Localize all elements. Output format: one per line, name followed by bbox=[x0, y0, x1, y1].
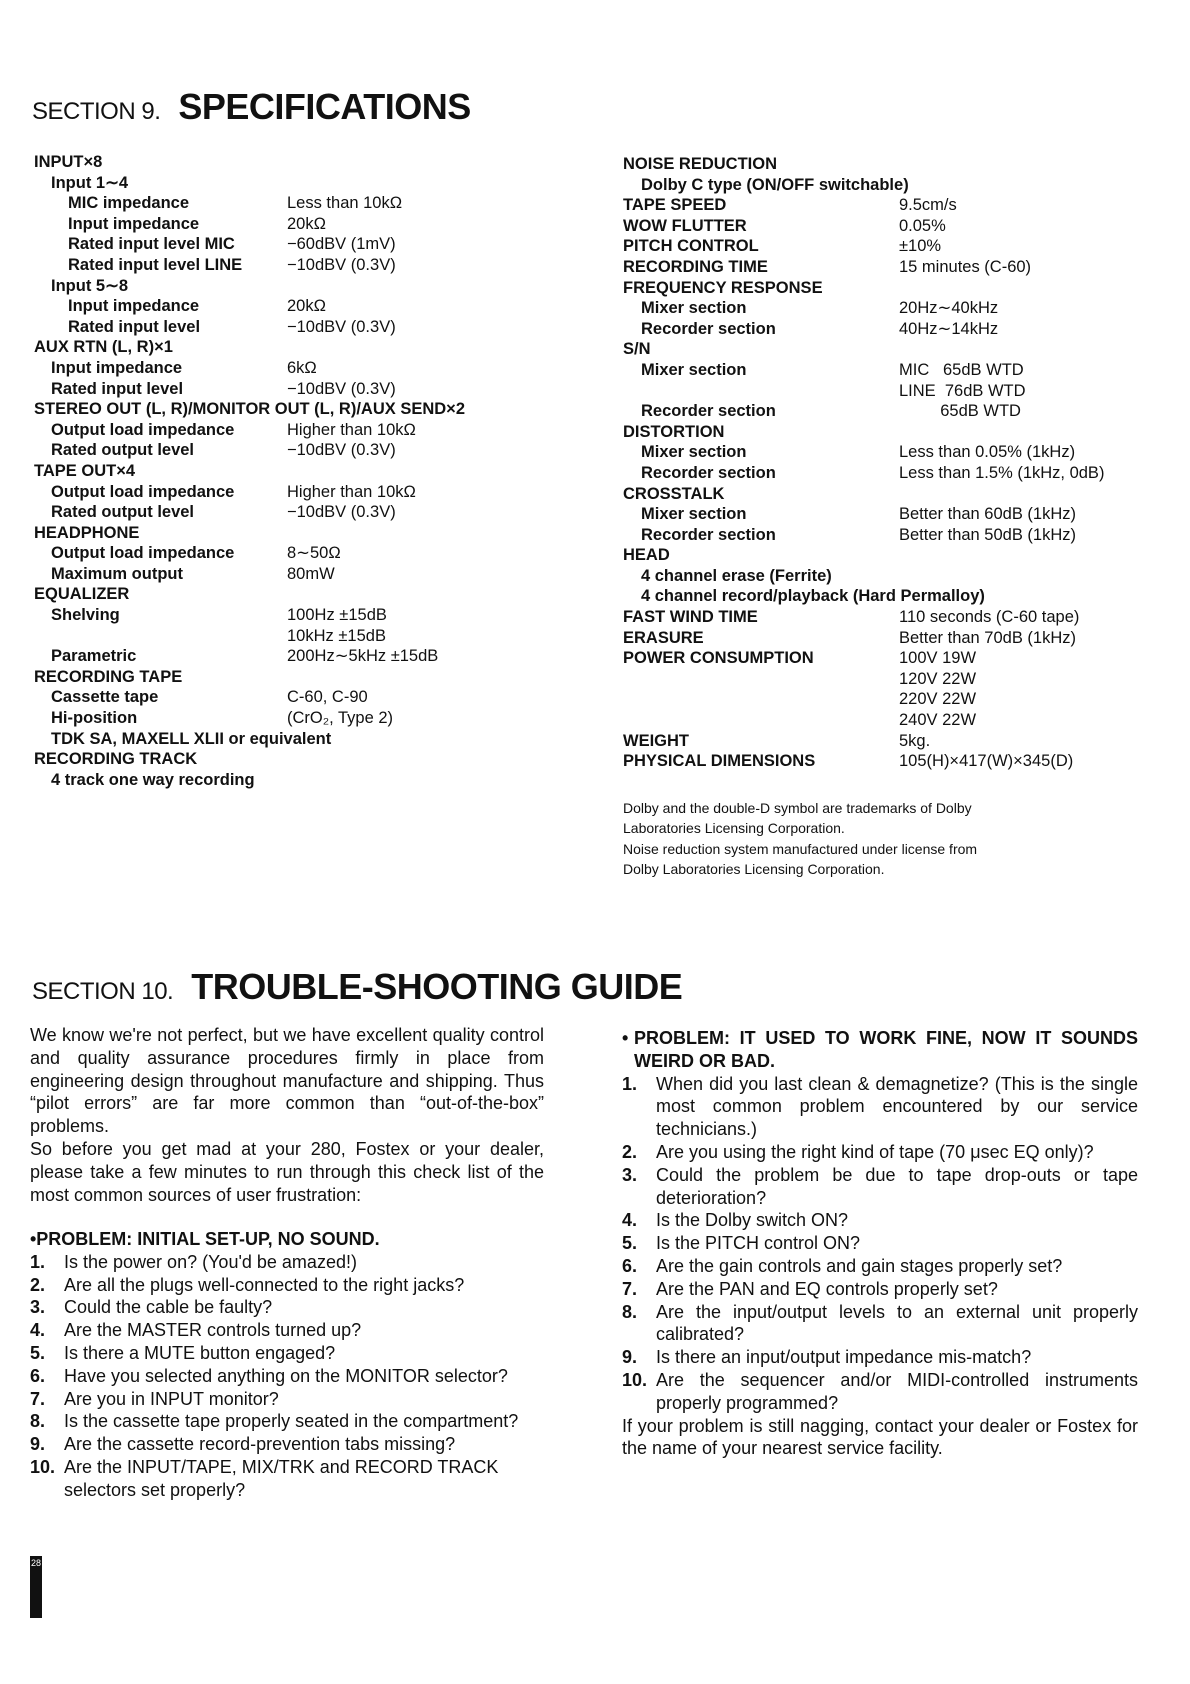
spec-value: Less than 0.05% (1kHz) bbox=[899, 443, 1076, 462]
item-number: 7. bbox=[622, 1278, 638, 1299]
item-text: Are you using the right kind of tape (70 μsec EQ only)? bbox=[656, 1141, 1094, 1162]
checklist-item bbox=[30, 1456, 546, 1502]
item-number: 10. bbox=[622, 1369, 648, 1390]
spec-label: Rated input level bbox=[68, 317, 201, 336]
checklist-item bbox=[30, 1274, 546, 1297]
spec-label: Output load impedance bbox=[51, 482, 235, 501]
spec-row bbox=[34, 605, 554, 626]
spec-value: 220V 22W bbox=[899, 690, 977, 709]
spec-row bbox=[34, 667, 554, 688]
spec-label: POWER CONSUMPTION bbox=[623, 649, 814, 668]
spec-label: STEREO OUT (L, R)/MONITOR OUT (L, R)/AUX SEND×2 bbox=[34, 400, 465, 419]
item-text: Is the cassette tape properly seated in the compartment? bbox=[64, 1411, 519, 1432]
note-line: Dolby Laboratories Licensing Corporation. bbox=[623, 860, 885, 877]
spec-value: 8∼50Ω bbox=[287, 544, 341, 563]
item-text: Is the power on? (You'd be amazed!) bbox=[64, 1251, 357, 1272]
spec-value: 9.5cm/s bbox=[899, 196, 957, 215]
spec-value: 105(H)×417(W)×345(D) bbox=[899, 752, 1074, 771]
spec-value: Better than 50dB (1kHz) bbox=[899, 525, 1077, 544]
spec-label: Mixer section bbox=[641, 443, 747, 462]
spec-value: ±10% bbox=[899, 237, 942, 256]
spec-row bbox=[34, 687, 554, 708]
spec-label: RECORDING TIME bbox=[623, 257, 768, 276]
spec-label: Input impedance bbox=[68, 297, 200, 316]
spec-value: 6kΩ bbox=[287, 358, 317, 377]
spec-value: 20kΩ bbox=[287, 297, 326, 316]
item-text: Is the Dolby switch ON? bbox=[656, 1210, 849, 1231]
spec-value: 20kΩ bbox=[287, 214, 326, 233]
spec-label: Rated output level bbox=[51, 441, 195, 460]
spec-value: −10dBV (0.3V) bbox=[287, 441, 396, 460]
item-number: 3. bbox=[622, 1164, 638, 1185]
checklist-item bbox=[30, 1251, 546, 1274]
checklist-item bbox=[622, 1141, 1138, 1164]
spec-row bbox=[623, 360, 1163, 381]
spec-row bbox=[623, 381, 1163, 402]
spec-label: 4 channel erase (Ferrite) bbox=[641, 566, 832, 585]
spec-row bbox=[34, 564, 554, 585]
intro-paragraph: So before you get mad at your 280, Fostex or your dealer, please take a few minutes to run through this check list of the most common sources of user frustration: bbox=[30, 1138, 544, 1205]
item-number: 6. bbox=[30, 1365, 46, 1386]
spec-label: S/N bbox=[623, 340, 651, 359]
spec-value: (CrO₂, Type 2) bbox=[287, 709, 394, 728]
spec-label: Rated output level bbox=[51, 503, 195, 522]
section-9-title: SPECIFICATIONS bbox=[178, 86, 471, 127]
spec-row bbox=[623, 566, 1163, 587]
spec-row bbox=[34, 276, 554, 297]
spec-value: −60dBV (1mV) bbox=[287, 235, 396, 254]
closing-note: If your problem is still nagging, contact your dealer or Fostex for the name of your nearest service facility. bbox=[622, 1415, 1138, 1459]
page-number: 28 bbox=[31, 1558, 42, 1568]
spec-row bbox=[34, 234, 554, 255]
spec-value: MIC 65dB WTD bbox=[899, 360, 1024, 379]
spec-label: TAPE OUT×4 bbox=[34, 461, 136, 480]
spec-label: 4 channel record/playback (Hard Permalloy) bbox=[641, 587, 985, 606]
spec-value: 100Hz ±15dB bbox=[287, 606, 387, 625]
checklist-item bbox=[30, 1319, 546, 1342]
spec-row bbox=[623, 689, 1163, 710]
spec-row bbox=[623, 545, 1163, 566]
spec-value: Less than 1.5% (1kHz, 0dB) bbox=[899, 463, 1105, 482]
spec-row bbox=[623, 607, 1163, 628]
spec-row bbox=[623, 628, 1163, 649]
intro-text bbox=[30, 1024, 544, 1206]
spec-value: 5kg. bbox=[899, 731, 931, 750]
spec-value: −10dBV (0.3V) bbox=[287, 255, 396, 274]
spec-row bbox=[623, 422, 1163, 443]
spec-value: 120V 22W bbox=[899, 669, 977, 688]
spec-row bbox=[34, 646, 554, 667]
specs-left-column bbox=[34, 152, 554, 790]
spec-row bbox=[34, 296, 554, 317]
spec-value: 200Hz∼5kHz ±15dB bbox=[287, 647, 439, 666]
checklist-item bbox=[30, 1296, 546, 1319]
spec-row bbox=[34, 626, 554, 647]
spec-label: Dolby C type (ON/OFF switchable) bbox=[641, 175, 909, 194]
spec-value: LINE 76dB WTD bbox=[899, 381, 1026, 400]
spec-value: 240V 22W bbox=[899, 711, 977, 730]
item-number: 9. bbox=[622, 1347, 638, 1368]
spec-row bbox=[34, 461, 554, 482]
spec-row bbox=[623, 195, 1163, 216]
spec-row bbox=[34, 482, 554, 503]
spec-label: Rated input level LINE bbox=[68, 255, 243, 274]
spec-label: HEADPHONE bbox=[34, 523, 140, 542]
problem-1-block bbox=[30, 1228, 546, 1502]
spec-label: HEAD bbox=[623, 546, 670, 565]
item-text: Are the cassette record-prevention tabs missing? bbox=[64, 1434, 456, 1455]
item-text: Are the PAN and EQ controls properly set? bbox=[656, 1278, 998, 1299]
item-number: 6. bbox=[622, 1255, 638, 1276]
checklist-item bbox=[30, 1433, 546, 1456]
spec-label: Mixer section bbox=[641, 505, 747, 524]
spec-row bbox=[623, 484, 1163, 505]
spec-value: 10kHz ±15dB bbox=[287, 626, 386, 645]
spec-value: 15 minutes (C-60) bbox=[899, 257, 1032, 276]
spec-label: Recorder section bbox=[641, 525, 776, 544]
spec-value: 0.05% bbox=[899, 216, 946, 235]
spec-row bbox=[623, 463, 1163, 484]
spec-row bbox=[623, 504, 1163, 525]
spec-row bbox=[623, 339, 1163, 360]
spec-value: Higher than 10kΩ bbox=[287, 482, 416, 501]
checklist-item bbox=[622, 1164, 1138, 1210]
spec-label: Input impedance bbox=[68, 214, 200, 233]
spec-value: −10dBV (0.3V) bbox=[287, 317, 396, 336]
item-number: 4. bbox=[30, 1320, 46, 1341]
section-9-label: SECTION 9. bbox=[32, 98, 161, 125]
section-10-heading bbox=[32, 966, 682, 1008]
spec-row bbox=[623, 669, 1163, 690]
spec-value: 65dB WTD bbox=[899, 402, 1021, 421]
spec-value: 40Hz∼14kHz bbox=[899, 319, 999, 338]
problem-2-block bbox=[622, 1027, 1138, 1460]
spec-value: −10dBV (0.3V) bbox=[287, 379, 396, 398]
spec-label: PITCH CONTROL bbox=[623, 237, 759, 256]
spec-label: Cassette tape bbox=[51, 688, 159, 707]
spec-row bbox=[623, 401, 1163, 422]
spec-row bbox=[34, 214, 554, 235]
spec-row bbox=[34, 379, 554, 400]
spec-label: Output load impedance bbox=[51, 420, 235, 439]
item-number: 1. bbox=[30, 1251, 46, 1272]
section-10-label: SECTION 10. bbox=[32, 978, 174, 1005]
spec-row bbox=[623, 216, 1163, 237]
spec-row bbox=[623, 175, 1163, 196]
spec-row bbox=[34, 584, 554, 605]
spec-label: ERASURE bbox=[623, 628, 704, 647]
spec-label: Hi-position bbox=[51, 709, 138, 728]
spec-label: WOW FLUTTER bbox=[623, 216, 747, 235]
spec-row bbox=[34, 399, 554, 420]
spec-value: C-60, C-90 bbox=[287, 688, 368, 707]
item-number: 8. bbox=[30, 1411, 46, 1432]
checklist-item bbox=[622, 1073, 1138, 1141]
spec-row bbox=[623, 648, 1163, 669]
spec-label: EQUALIZER bbox=[34, 585, 130, 604]
spec-label: Mixer section bbox=[641, 360, 747, 379]
note-line: Laboratories Licensing Corporation. bbox=[623, 820, 845, 837]
item-text: Are you in INPUT monitor? bbox=[64, 1388, 279, 1409]
spec-label: FREQUENCY RESPONSE bbox=[623, 278, 823, 297]
item-number: 7. bbox=[30, 1388, 46, 1409]
note-line: Dolby and the double-D symbol are trademarks of Dolby bbox=[623, 800, 972, 816]
spec-row bbox=[623, 278, 1163, 299]
spec-label: INPUT×8 bbox=[34, 153, 103, 171]
item-number: 5. bbox=[30, 1342, 46, 1363]
spec-row bbox=[623, 298, 1163, 319]
item-number: 8. bbox=[622, 1301, 638, 1322]
item-text: Have you selected anything on the MONITOR selector? bbox=[64, 1365, 508, 1386]
item-text: Is the PITCH control ON? bbox=[656, 1233, 861, 1254]
note-line: Noise reduction system manufactured under license from bbox=[623, 840, 978, 857]
spec-label: Recorder section bbox=[641, 463, 776, 482]
checklist-item bbox=[30, 1410, 546, 1433]
spec-label: Maximum output bbox=[51, 564, 183, 583]
item-number: 10. bbox=[30, 1456, 56, 1477]
spec-label: Shelving bbox=[51, 606, 120, 625]
spec-label: Mixer section bbox=[641, 299, 747, 318]
checklist-item bbox=[622, 1232, 1138, 1255]
spec-row bbox=[623, 442, 1163, 463]
spec-row bbox=[34, 255, 554, 276]
spec-value: 20Hz∼40kHz bbox=[899, 299, 999, 318]
spec-row bbox=[34, 749, 554, 770]
spec-row bbox=[34, 729, 554, 750]
spec-label: Output load impedance bbox=[51, 544, 235, 563]
problem-1-title: •PROBLEM: INITIAL SET-UP, NO SOUND. bbox=[30, 1229, 380, 1249]
spec-label: Rated input level MIC bbox=[68, 235, 235, 254]
spec-label: Input 5∼8 bbox=[51, 276, 129, 295]
spec-label: Recorder section bbox=[641, 402, 776, 421]
item-text: Are the sequencer and/or MIDI-controlled instruments properly programmed? bbox=[656, 1369, 1138, 1413]
item-text: Are the gain controls and gain stages properly set? bbox=[656, 1255, 1063, 1276]
page-marker bbox=[30, 1556, 42, 1618]
spec-row bbox=[34, 337, 554, 358]
spec-row bbox=[623, 154, 1163, 175]
specs-right-column bbox=[623, 154, 1163, 772]
spec-label: TDK SA, MAXELL XLII or equivalent bbox=[51, 729, 332, 748]
spec-label: MIC impedance bbox=[68, 194, 190, 213]
spec-label: Parametric bbox=[51, 647, 137, 666]
dolby-trademark-note bbox=[623, 798, 977, 879]
checklist-item bbox=[622, 1278, 1138, 1301]
spec-row bbox=[623, 710, 1163, 731]
intro-paragraph: We know we're not perfect, but we have excellent quality control and quality assurance procedures firmly in place from engineering design throughout manufacture and shipping. Thus “pilot errors” are far more common than “out-of-the-box” problems. bbox=[30, 1025, 544, 1137]
checklist-item bbox=[622, 1346, 1138, 1369]
item-number: 3. bbox=[30, 1297, 46, 1318]
spec-row bbox=[34, 708, 554, 729]
item-number: 1. bbox=[622, 1073, 638, 1094]
spec-row bbox=[623, 236, 1163, 257]
item-text: When did you last clean & demagnetize? (This is the single most common problem encountered by our service technicians.) bbox=[656, 1073, 1138, 1140]
checklist-item bbox=[30, 1365, 546, 1388]
item-number: 2. bbox=[30, 1274, 46, 1295]
spec-value: −10dBV (0.3V) bbox=[287, 503, 396, 522]
spec-row bbox=[34, 420, 554, 441]
spec-row bbox=[34, 173, 554, 194]
spec-value: 100V 19W bbox=[899, 649, 977, 668]
spec-label: PHYSICAL DIMENSIONS bbox=[623, 752, 816, 771]
item-number: 2. bbox=[622, 1141, 638, 1162]
item-number: 5. bbox=[622, 1233, 638, 1254]
spec-value: 80mW bbox=[287, 564, 335, 583]
item-number: 9. bbox=[30, 1434, 46, 1455]
spec-row bbox=[34, 358, 554, 379]
spec-row bbox=[34, 502, 554, 523]
spec-label: CROSSTALK bbox=[623, 484, 725, 503]
spec-row bbox=[623, 525, 1163, 546]
spec-label: Rated input level bbox=[51, 379, 184, 398]
spec-label: Input 1∼4 bbox=[51, 173, 129, 192]
spec-row bbox=[34, 317, 554, 338]
checklist-item bbox=[30, 1388, 546, 1411]
spec-value: 110 seconds (C-60 tape) bbox=[899, 608, 1080, 627]
checklist-item bbox=[622, 1301, 1138, 1347]
spec-label: Input impedance bbox=[51, 358, 183, 377]
spec-label: TAPE SPEED bbox=[623, 196, 727, 215]
item-text: Is there an input/output impedance mis-match? bbox=[656, 1347, 1032, 1368]
item-text: Could the problem be due to tape drop-outs or tape deterioration? bbox=[656, 1164, 1138, 1208]
spec-value: Better than 70dB (1kHz) bbox=[899, 628, 1077, 647]
spec-value: Less than 10kΩ bbox=[287, 194, 403, 213]
section-10-title: TROUBLE-SHOOTING GUIDE bbox=[191, 966, 683, 1007]
item-text: Could the cable be faulty? bbox=[64, 1297, 273, 1318]
spec-row bbox=[623, 319, 1163, 340]
spec-label: DISTORTION bbox=[623, 422, 725, 441]
spec-row bbox=[34, 523, 554, 544]
spec-label: WEIGHT bbox=[623, 731, 689, 750]
spec-label: 4 track one way recording bbox=[51, 770, 255, 789]
item-text: Are all the plugs well-connected to the right jacks? bbox=[64, 1274, 465, 1295]
spec-row bbox=[34, 440, 554, 461]
spec-row bbox=[623, 751, 1163, 772]
spec-label: FAST WIND TIME bbox=[623, 608, 758, 627]
spec-label: Recorder section bbox=[641, 319, 776, 338]
spec-value: Better than 60dB (1kHz) bbox=[899, 505, 1077, 524]
spec-row bbox=[34, 152, 554, 173]
checklist-item bbox=[622, 1209, 1138, 1232]
problem-2-bullet: • bbox=[622, 1028, 629, 1048]
spec-row bbox=[34, 770, 554, 791]
item-number: 4. bbox=[622, 1210, 638, 1231]
spec-row bbox=[623, 586, 1163, 607]
checklist-item bbox=[622, 1369, 1138, 1415]
spec-row bbox=[34, 543, 554, 564]
spec-label: RECORDING TAPE bbox=[34, 667, 183, 686]
item-text: Are the MASTER controls turned up? bbox=[64, 1320, 362, 1341]
spec-row bbox=[623, 257, 1163, 278]
spec-row bbox=[34, 193, 554, 214]
item-text: Are the INPUT/TAPE, MIX/TRK and RECORD TRACK selectors set properly? bbox=[64, 1456, 499, 1500]
spec-label: RECORDING TRACK bbox=[34, 750, 198, 769]
checklist-item bbox=[30, 1342, 546, 1365]
section-9-heading bbox=[32, 86, 471, 128]
problem-2-title: PROBLEM: IT USED TO WORK FINE, NOW IT SOUNDS WEIRD OR BAD. bbox=[634, 1028, 1138, 1071]
spec-value: Higher than 10kΩ bbox=[287, 420, 416, 439]
checklist-item bbox=[622, 1255, 1138, 1278]
spec-label: NOISE REDUCTION bbox=[623, 155, 778, 173]
item-text: Are the input/output levels to an external unit properly calibrated? bbox=[656, 1301, 1138, 1345]
spec-label: AUX RTN (L, R)×1 bbox=[34, 338, 173, 357]
item-text: Is there a MUTE button engaged? bbox=[64, 1342, 336, 1363]
spec-row bbox=[623, 731, 1163, 752]
